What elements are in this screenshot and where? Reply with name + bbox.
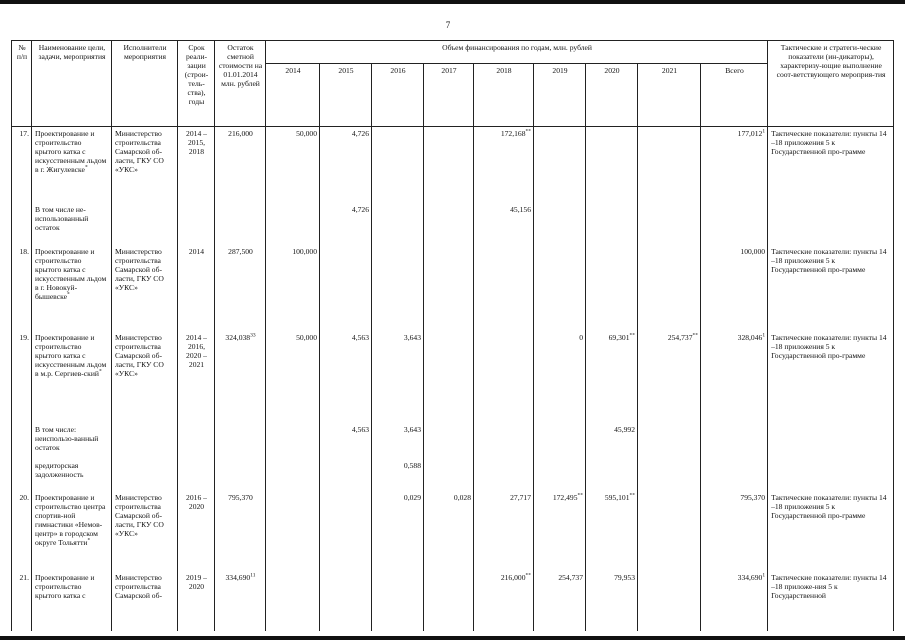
year-value: [320, 331, 372, 423]
remaining-cost-value: 334,690: [225, 572, 251, 582]
measure-name-text: В том числе: неиспользо-ванный остаток: [35, 424, 99, 452]
amount: 45,992: [614, 424, 635, 434]
year-value: [320, 127, 372, 203]
amount: 0,028: [453, 492, 471, 502]
total-value: [701, 423, 768, 459]
year-value: [372, 459, 424, 491]
indicators: Тактические показатели: пункты 14 –18 приложе-ния 5 к Государственной: [768, 571, 894, 631]
row-number: 17.: [12, 127, 32, 203]
remaining-cost-value: 795,370: [228, 492, 253, 502]
year-value: [266, 127, 320, 203]
header-year: 2017: [424, 64, 474, 127]
year-value: [474, 203, 534, 245]
table-row: [12, 423, 894, 459]
year-value: [266, 491, 320, 571]
total-value: [701, 459, 768, 491]
amount: 334,690: [737, 572, 763, 582]
header-indicators: Тактические и стратеги-ческие показатели (ин-дикаторы), характеризу-ющие выполнение соот-ветствующего мероприя-тия: [768, 41, 894, 127]
table-row: [12, 245, 894, 331]
year-value: [474, 459, 534, 491]
year-value: [586, 245, 638, 331]
amount: 3,643: [403, 424, 421, 434]
year-value: [424, 203, 474, 245]
measure-name-text: Проектирование и строительство крытого катка с: [35, 572, 95, 600]
executors: Министерство строительства Самарской об-ласти, ГКУ СО «УКС»: [112, 245, 178, 331]
measure-name: [32, 331, 112, 423]
indicators: Тактические показатели: пункты 14 –18 приложения 5 к Государственной про-грамме: [768, 491, 894, 571]
year-value: [586, 127, 638, 203]
header-remaining-cost: Остаток сметной стоимости на 01.01.2014 млн. рублей: [215, 41, 266, 127]
year-value: [474, 571, 534, 631]
executors: Министерство строительства Самарской об-ласти, ГКУ СО «УКС»: [112, 331, 178, 423]
year-value: [534, 203, 586, 245]
amount: 0,588: [403, 460, 421, 470]
footnote-mark: *: [87, 536, 91, 543]
footnote-mark: 1: [762, 571, 766, 578]
amount: 328,046: [737, 332, 763, 342]
year-value: [320, 571, 372, 631]
remaining-cost: [215, 491, 266, 571]
measure-name: [32, 571, 112, 631]
header-year: 2018: [474, 64, 534, 127]
remaining-cost: [215, 459, 266, 491]
footnote-mark: *: [98, 367, 102, 374]
year-value: [586, 571, 638, 631]
year-value: [424, 459, 474, 491]
measure-name: [32, 491, 112, 571]
amount: 216,000: [500, 572, 526, 582]
amount: 254,737: [667, 332, 693, 342]
table-row: [12, 459, 894, 491]
year-value: [266, 245, 320, 331]
amount: 69,301: [608, 332, 630, 342]
year-value: [474, 127, 534, 203]
table-row: [12, 331, 894, 423]
year-value: [638, 459, 701, 491]
footnote-mark: **: [577, 491, 583, 498]
footnote-mark: *: [84, 164, 88, 171]
header-name: Наименование цели, задачи, мероприятия: [32, 41, 112, 127]
year-value: [372, 245, 424, 331]
year-value: [372, 491, 424, 571]
measure-name-text: Проектирование и строительство крытого катка с искусственным льдом в г. Жигулевске: [35, 129, 107, 174]
amount: 254,737: [558, 572, 583, 582]
year-value: [424, 331, 474, 423]
indicators: [768, 203, 894, 245]
row-number: [12, 423, 32, 459]
total-value: [701, 571, 768, 631]
year-value: [534, 571, 586, 631]
term: [178, 459, 215, 491]
row-number: 19.: [12, 331, 32, 423]
measure-name-text: Проектирование и строительство крытого катка с искусственным льдом в г. Новокуй-бышевске: [35, 246, 107, 301]
total-value: [701, 491, 768, 571]
remaining-cost: [215, 203, 266, 245]
footnote-mark: **: [525, 128, 531, 135]
row-number: [12, 203, 32, 245]
scan-top-border: [0, 0, 905, 4]
year-value: [372, 571, 424, 631]
header-year: 2016: [372, 64, 424, 127]
indicators: Тактические показатели: пункты 14 –18 приложения 5 к Государственной про-грамме: [768, 127, 894, 203]
year-value: [424, 491, 474, 571]
year-value: [638, 491, 701, 571]
amount: 100,000: [292, 246, 317, 256]
executors: [112, 459, 178, 491]
term: 2014 – 2015, 2018: [178, 127, 215, 203]
year-value: [586, 491, 638, 571]
year-value: [638, 127, 701, 203]
amount: 27,717: [510, 492, 531, 502]
amount: 0: [579, 332, 583, 342]
year-value: [586, 423, 638, 459]
measure-name: [32, 459, 112, 491]
executors: Министерство строительства Самарской об-ласти, ГКУ СО «УКС»: [112, 127, 178, 203]
term: 2016 – 2020: [178, 491, 215, 571]
year-value: [320, 423, 372, 459]
measure-name: [32, 245, 112, 331]
year-value: [638, 423, 701, 459]
row-number: 18.: [12, 245, 32, 331]
indicators: [768, 423, 894, 459]
indicators: Тактические показатели: пункты 14 –18 приложения 5 к Государственной про-грамме: [768, 245, 894, 331]
amount: 795,370: [740, 492, 766, 502]
table-row: [12, 571, 894, 631]
year-value: [424, 571, 474, 631]
amount: 172,168: [500, 129, 526, 138]
footnote-mark: **: [692, 331, 698, 338]
year-value: [586, 203, 638, 245]
executors: [112, 203, 178, 245]
total-value: [701, 331, 768, 423]
footnote-mark: **: [629, 491, 635, 498]
measure-name: [32, 203, 112, 245]
table-row: [12, 127, 894, 203]
financing-table: [11, 40, 894, 631]
year-value: [474, 491, 534, 571]
year-value: [534, 245, 586, 331]
header-total: Всего: [701, 64, 768, 127]
term: [178, 423, 215, 459]
header-year: 2014: [266, 64, 320, 127]
year-value: [534, 331, 586, 423]
footnote-mark: *: [66, 290, 70, 297]
row-number: [12, 459, 32, 491]
year-value: [372, 127, 424, 203]
year-value: [372, 423, 424, 459]
year-value: [372, 203, 424, 245]
header-financing: Объем финансирования по годам, млн. рублей: [266, 41, 768, 64]
amount: 100,000: [740, 246, 766, 256]
year-value: [320, 245, 372, 331]
amount: 4,726: [351, 204, 369, 214]
remaining-cost-value: 287,500: [228, 246, 253, 256]
measure-name-text: Проектирование и строительство крытого катка с искусственным льдом в м.р. Сергиев-ский: [35, 332, 107, 378]
scan-bottom-border: [0, 636, 905, 640]
executors: Министерство строительства Самарской об-: [112, 571, 178, 631]
year-value: [586, 459, 638, 491]
total-value: [701, 203, 768, 245]
term: 2014 – 2016, 2020 – 2021: [178, 331, 215, 423]
remaining-cost: [215, 571, 266, 631]
year-value: [474, 423, 534, 459]
remaining-cost-value: 216,000: [228, 129, 253, 138]
amount: 79,953: [614, 572, 635, 582]
term: [178, 203, 215, 245]
remaining-cost: [215, 127, 266, 203]
measure-name: [32, 127, 112, 203]
amount: 45,156: [510, 204, 531, 214]
indicators: Тактические показатели: пункты 14 –18 приложения 5 к Государственной про-грамме: [768, 331, 894, 423]
footnote-mark: 11: [250, 571, 256, 578]
indicators: [768, 459, 894, 491]
remaining-cost: [215, 331, 266, 423]
executors: Министерство строительства Самарской об-ласти, ГКУ СО «УКС»: [112, 491, 178, 571]
footnote-mark: 1: [762, 128, 766, 135]
header-year: 2015: [320, 64, 372, 127]
year-value: [534, 491, 586, 571]
measure-name: [32, 423, 112, 459]
measure-name-text: кредиторская задолженность: [35, 460, 84, 479]
year-value: [266, 571, 320, 631]
table-body: [12, 127, 894, 631]
remaining-cost-value: 324,038: [225, 332, 251, 342]
year-value: [638, 331, 701, 423]
header-year: 2019: [534, 64, 586, 127]
amount: 50,000: [296, 332, 317, 342]
footnote-mark: **: [629, 331, 635, 338]
header-no: № п/п: [12, 41, 32, 127]
header-executors: Исполнители мероприятия: [112, 41, 178, 127]
header-year: 2020: [586, 64, 638, 127]
header-year: 2021: [638, 64, 701, 127]
amount: 177,012: [737, 129, 763, 138]
year-value: [638, 203, 701, 245]
year-value: [266, 423, 320, 459]
year-value: [586, 331, 638, 423]
year-value: [320, 491, 372, 571]
header-term: Срок реали-зации (строи-тель-ства), годы: [178, 41, 215, 127]
year-value: [534, 127, 586, 203]
amount: 3,643: [403, 332, 421, 342]
year-value: [424, 423, 474, 459]
footnote-mark: 33: [250, 331, 256, 338]
year-value: [638, 245, 701, 331]
year-value: [372, 331, 424, 423]
year-value: [474, 331, 534, 423]
footnote-mark: 1: [762, 331, 766, 338]
amount: 4,563: [351, 424, 369, 434]
row-number: 20.: [12, 491, 32, 571]
year-value: [424, 245, 474, 331]
total-value: [701, 245, 768, 331]
year-value: [424, 127, 474, 203]
measure-name-text: Проектирование и строительство центра спортив-ной гимнастики «Немов-центр» в городском округе Тольятти: [35, 492, 106, 547]
term: 2019 – 2020: [178, 571, 215, 631]
measure-name-text: В том числе не-использованный остаток: [35, 204, 89, 232]
executors: [112, 423, 178, 459]
amount: 4,726: [351, 129, 369, 138]
year-value: [266, 331, 320, 423]
total-value: [701, 127, 768, 203]
year-value: [534, 423, 586, 459]
year-value: [320, 459, 372, 491]
year-value: [534, 459, 586, 491]
year-value: [474, 245, 534, 331]
remaining-cost: [215, 423, 266, 459]
amount: 4,563: [351, 332, 369, 342]
table-row: [12, 491, 894, 571]
term: 2014: [178, 245, 215, 331]
remaining-cost: [215, 245, 266, 331]
year-value: [266, 203, 320, 245]
footnote-mark: **: [525, 571, 531, 578]
table-row: [12, 203, 894, 245]
amount: 172,495: [552, 492, 578, 502]
row-number: 21.: [12, 571, 32, 631]
year-value: [266, 459, 320, 491]
year-value: [320, 203, 372, 245]
page-number: 7: [445, 20, 451, 30]
amount: 50,000: [296, 129, 317, 138]
year-value: [638, 571, 701, 631]
amount: 0,029: [403, 492, 421, 502]
amount: 595,101: [604, 492, 630, 502]
